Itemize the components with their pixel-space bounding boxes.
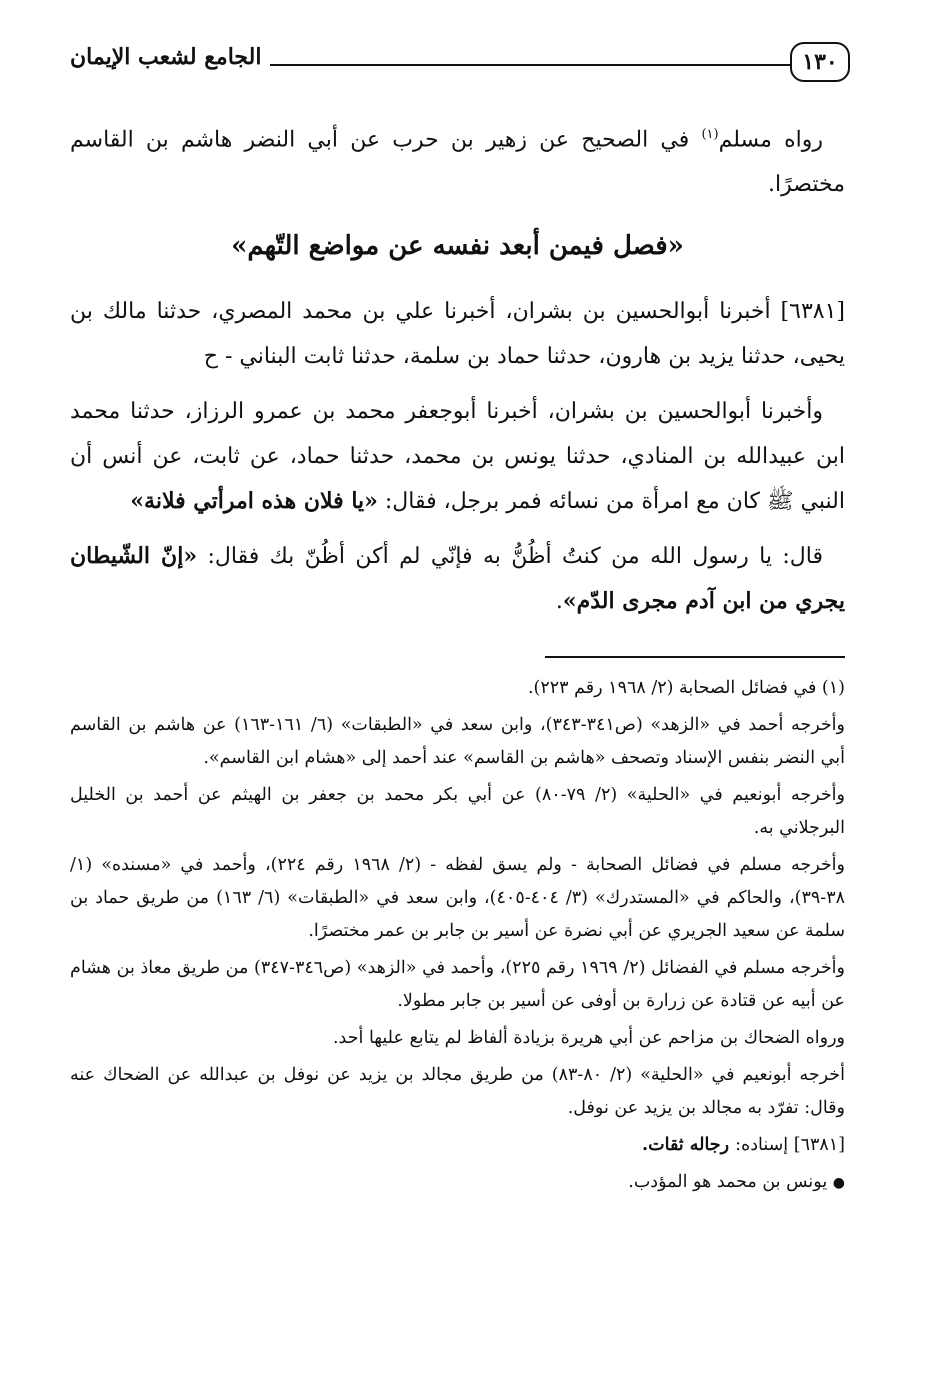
isnad-label: [٦٣٨١] إسناده: xyxy=(735,1135,845,1155)
footnote-1: (١) في فضائل الصحابة (٢/ ١٩٦٨ رقم ٢٢٣). xyxy=(527,678,845,698)
footnote-5: وأخرجه مسلم في الفضائل (٢/ ١٩٦٩ رقم ٢٢٥)، وأحمد في «الزهد» (ص٣٤٦-٣٤٧) من طريق معاذ بن هشام عن أبيه عن قتادة عن زرارة بن أوفى عن أسير بن جابر مطولا. xyxy=(70,958,845,1011)
para3-text: قال: يا رسول الله من كنتُ أظُنُّ به فإنّي لم أكن أظُنّ بك فقال: xyxy=(197,544,823,570)
footnote-7: أخرجه أبونعيم في «الحلية» (٢/ ٨٠-٨٣) من طريق مجالد بن يزيد عن نوفل بن عبدالله عن الضحاك عنه وقال: تفرّد به مجالد بن يزيد عن نوفل. xyxy=(70,1065,845,1118)
intro-paragraph xyxy=(70,112,845,207)
para3-quote: «إنّ الشّيطان يجري من ابن آدم مجرى الدّم» xyxy=(70,543,845,615)
book-title: الجامع لشعب الإيمان xyxy=(70,44,262,70)
hadith-paragraph-2 xyxy=(70,389,845,524)
footnote-8 xyxy=(70,1129,845,1162)
intro-text: رواه مسلم xyxy=(718,127,823,153)
page-header xyxy=(70,40,850,90)
footnote-4: وأخرجه مسلم في فضائل الصحابة - ولم يسق لفظه - (٢/ ١٩٦٨ رقم ٢٢٤)، وأحمد في «مسنده» (١/ ٣٨-٣٩)، والحاكم في «المستدرك» (٣/ ٤٠٤-٤٠٥)، وابن سعد في «الطبقات» (٦/ ١٦٣) من طريق حماد بن سلمة عن سعيد الجريري عن أبي نضرة عن أسير بن جابر بن عمر مختصرًا. xyxy=(70,855,845,941)
para2-text: وأخبرنا أبوالحسين بن بشران، أخبرنا أبوجعفر محمد بن عمرو الرزاز، حدثنا محمد ابن عبيدالله بن المنادي، حدثنا يونس بن محمد، حدثنا حماد، عن ثابت، عن أنس أن النبي ﷺ كان مع امرأة من نسائه فمر برجل، فقال: xyxy=(70,399,845,515)
para3-end: . xyxy=(555,589,563,615)
intro-rest: في الصحيح عن زهير بن حرب عن أبي النضر هاشم بن القاسم مختصرًا. xyxy=(70,127,845,198)
footnote-ref: (١) xyxy=(701,127,719,142)
note-text: يونس بن محمد هو المؤدب. xyxy=(628,1172,833,1192)
footnotes xyxy=(70,672,845,1204)
section-title: «فصل فيمن أبعد نفسه عن مواضع التّهم» xyxy=(231,231,684,262)
page-number: ١٣٠ xyxy=(790,42,850,82)
footnote-3: وأخرجه أبونعيم في «الحلية» (٢/ ٧٩-٨٠) عن أبي بكر محمد بن جعفر بن الهيثم عن أحمد بن الخليل البرجلاني به. xyxy=(70,785,845,838)
hadith-paragraph-3 xyxy=(70,534,845,624)
hadith-paragraph-1: [٦٣٨١] أخبرنا أبوالحسين بن بشران، أخبرنا علي بن محمد المصري، حدثنا مالك بن يحيى، حدثنا يزيد بن هارون، حدثنا حماد بن سلمة، حدثنا ثابت البناني - ح xyxy=(70,299,845,370)
footnote-rule xyxy=(545,656,845,658)
footnote-2: وأخرجه أحمد في «الزهد» (ص٣٤١-٣٤٣)، وابن سعد في «الطبقات» (٦/ ١٦١-١٦٣) عن هاشم بن القاسم أبي النضر بنفس الإسناد وتصحف «هاشم بن القاسم» عند أحمد إلى «هشام ابن القاسم». xyxy=(70,715,845,768)
footnote-9 xyxy=(70,1166,845,1200)
header-rule xyxy=(270,64,790,66)
footnote-6: ورواه الضحاك بن مزاحم عن أبي هريرة بزيادة ألفاظ لم يتابع عليها أحد. xyxy=(332,1028,845,1048)
main-text xyxy=(70,112,845,634)
isnad-text: رجاله ثقات. xyxy=(642,1135,736,1155)
bullet-icon: ● xyxy=(832,1175,845,1191)
para2-quote: «يا فلان هذه امرأتي فلانة» xyxy=(130,488,378,515)
